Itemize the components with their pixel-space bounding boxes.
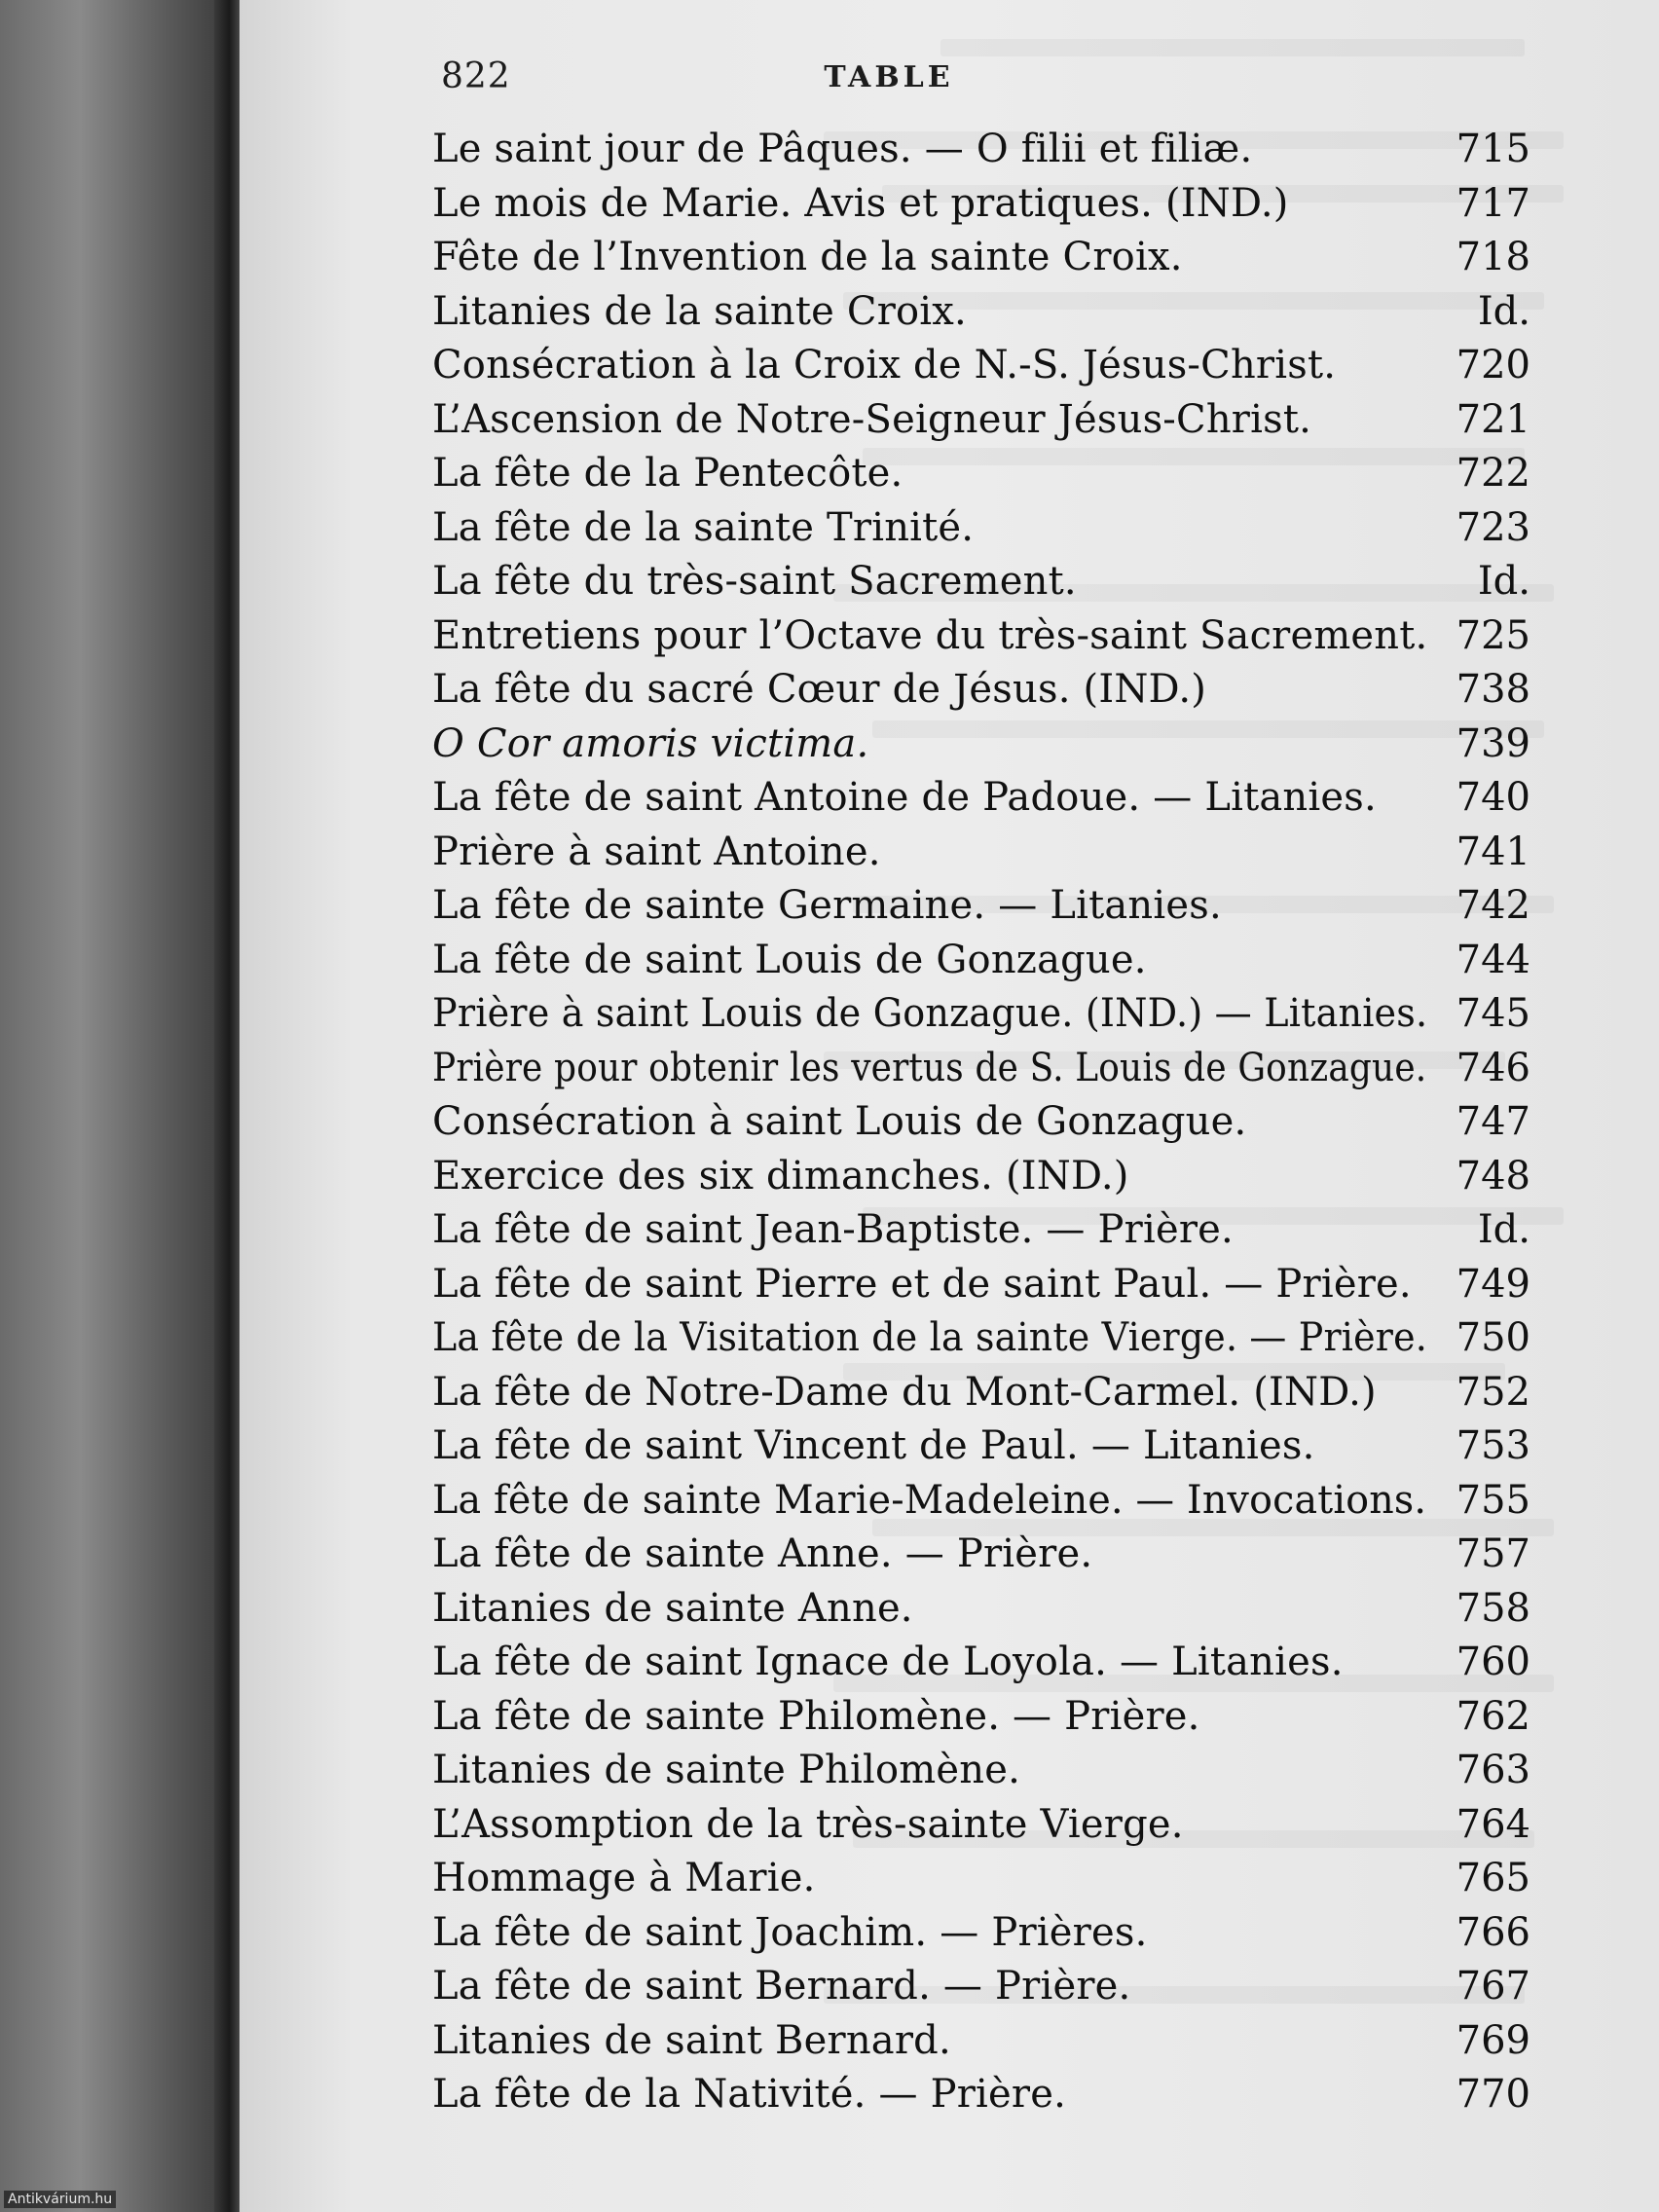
toc-entry bbox=[432, 231, 1530, 285]
toc-entry-title: La fête de la sainte Trinité. bbox=[432, 504, 975, 550]
toc-entry bbox=[432, 1203, 1530, 1258]
toc-entry-page: 762 bbox=[1456, 1693, 1530, 1739]
toc-entry-page: 725 bbox=[1456, 612, 1530, 658]
toc-entry-page: Id. bbox=[1477, 559, 1530, 604]
toc-entry-title: Prière à saint Antoine. bbox=[432, 829, 881, 874]
toc-entry bbox=[432, 339, 1530, 393]
running-head: TABLE bbox=[824, 60, 954, 94]
toc-entry bbox=[432, 1528, 1530, 1582]
watermark-credit: Antikvárium.hu bbox=[4, 2191, 116, 2208]
toc-entry-page: 717 bbox=[1456, 180, 1530, 226]
toc-entry bbox=[432, 501, 1530, 556]
toc-entry-page: 769 bbox=[1456, 2017, 1530, 2063]
toc-entry bbox=[432, 1636, 1530, 1690]
book-gutter bbox=[214, 0, 240, 2212]
toc-entry-page: 715 bbox=[1456, 127, 1530, 171]
toc-entry-page: 723 bbox=[1456, 504, 1530, 550]
toc-entry-title: Consécration à la Croix de N.-S. Jésus-Christ. bbox=[432, 343, 1337, 387]
toc-entry bbox=[432, 771, 1530, 826]
book-page bbox=[240, 0, 1659, 2212]
toc-entry-title: La fête de saint Joachim. — Prières. bbox=[432, 1909, 1148, 1955]
toc-entry bbox=[432, 285, 1530, 340]
toc-entry-title: Litanies de saint Bernard. bbox=[432, 2017, 951, 2063]
toc-entry bbox=[432, 2068, 1530, 2122]
toc-entry-page: 753 bbox=[1456, 1423, 1530, 1468]
toc-entry-page: 722 bbox=[1456, 451, 1530, 496]
toc-entry-page: 720 bbox=[1456, 343, 1530, 387]
toc-entry-page: 740 bbox=[1456, 775, 1530, 820]
toc-entry bbox=[432, 1906, 1530, 1961]
toc-entry-page: 741 bbox=[1456, 829, 1530, 874]
toc-entry-title: La fête de sainte Philomène. — Prière. bbox=[432, 1693, 1200, 1739]
book-spine-edge bbox=[0, 0, 229, 2212]
toc-entry-title: La fête de saint Louis de Gonzague. bbox=[432, 937, 1147, 982]
toc-entry-page: 745 bbox=[1456, 991, 1530, 1036]
toc-entry-title: La fête de saint Antoine de Padoue. — Litanies. bbox=[432, 775, 1377, 820]
toc-entry-page: 760 bbox=[1456, 1640, 1530, 1684]
toc-entry-title: La fête de Notre-Dame du Mont-Carmel. (IND.) bbox=[432, 1369, 1377, 1415]
page-number: 822 bbox=[441, 56, 511, 96]
toc-entry-title: La fête de la Nativité. — Prière. bbox=[432, 2072, 1067, 2117]
toc-entry bbox=[432, 1582, 1530, 1637]
toc-entry-page: 765 bbox=[1456, 1856, 1530, 1900]
toc-entry bbox=[432, 934, 1530, 988]
toc-entry-page: 770 bbox=[1456, 2072, 1530, 2117]
toc-entry-page: 755 bbox=[1456, 1477, 1530, 1523]
toc-entry-title: La fête de sainte Marie-Madeleine. — Invocations. bbox=[432, 1477, 1427, 1523]
toc-entry-page: 738 bbox=[1456, 667, 1530, 712]
toc-entry bbox=[432, 1474, 1530, 1529]
toc-entry bbox=[432, 1258, 1530, 1312]
toc-entry-title: Litanies de la sainte Croix. bbox=[432, 288, 967, 334]
toc-entry-page: 746 bbox=[1456, 1045, 1530, 1090]
toc-entry-title: La fête de saint Vincent de Paul. — Litanies. bbox=[432, 1423, 1315, 1468]
toc-entry-title: Prière à saint Louis de Gonzague. (IND.) — Litanies. bbox=[432, 991, 1428, 1036]
toc-entry-page: Id. bbox=[1477, 288, 1530, 334]
toc-entry-title: La fête de la Visitation de la sainte Vierge. — Prière. bbox=[432, 1315, 1427, 1360]
toc-entry-page: 747 bbox=[1456, 1099, 1530, 1144]
toc-entry-page: 744 bbox=[1456, 937, 1530, 982]
table-of-contents bbox=[432, 123, 1530, 2122]
page-header bbox=[441, 56, 1415, 105]
toc-entry bbox=[432, 555, 1530, 609]
toc-entry-title: L’Assomption de la très-sainte Vierge. bbox=[432, 1801, 1184, 1847]
toc-entry-page: 718 bbox=[1456, 235, 1530, 279]
toc-entry-title: Litanies de sainte Philomène. bbox=[432, 1748, 1021, 1792]
toc-entry bbox=[432, 1960, 1530, 2014]
toc-entry bbox=[432, 447, 1530, 501]
toc-entry-title: La fête de la Pentecôte. bbox=[432, 451, 903, 496]
toc-entry-title: La fête de sainte Germaine. — Litanies. bbox=[432, 883, 1222, 928]
toc-entry-page: 739 bbox=[1456, 720, 1530, 766]
toc-entry-title: La fête de saint Bernard. — Prière. bbox=[432, 1964, 1131, 2009]
toc-entry-page: 750 bbox=[1456, 1315, 1530, 1360]
toc-entry-page: 742 bbox=[1456, 883, 1530, 928]
toc-entry-title: Prière pour obtenir les vertus de S. Louis de Gonzague. bbox=[432, 1045, 1427, 1090]
toc-entry bbox=[432, 663, 1530, 718]
toc-entry-title: L’Ascension de Notre-Seigneur Jésus-Christ. bbox=[432, 396, 1312, 442]
toc-entry-page: 763 bbox=[1456, 1748, 1530, 1792]
toc-entry bbox=[432, 1744, 1530, 1798]
toc-entry-page: 749 bbox=[1456, 1261, 1530, 1307]
toc-entry bbox=[432, 987, 1530, 1042]
toc-entry-title: La fête du très-saint Sacrement. bbox=[432, 559, 1077, 604]
toc-entry bbox=[432, 718, 1530, 772]
toc-entry bbox=[432, 123, 1530, 177]
toc-entry-title: La fête de sainte Anne. — Prière. bbox=[432, 1531, 1093, 1576]
toc-entry-title: Exercice des six dimanches. (IND.) bbox=[432, 1153, 1129, 1198]
toc-entry-title: Le mois de Marie. Avis et pratiques. (IND.) bbox=[432, 180, 1289, 226]
toc-entry bbox=[432, 1366, 1530, 1420]
toc-entry bbox=[432, 879, 1530, 934]
toc-entry-title: Consécration à saint Louis de Gonzague. bbox=[432, 1099, 1247, 1144]
toc-entry-page: Id. bbox=[1477, 1207, 1530, 1252]
toc-entry bbox=[432, 1042, 1530, 1096]
toc-entry-page: 764 bbox=[1456, 1801, 1530, 1847]
toc-entry bbox=[432, 393, 1530, 448]
toc-entry-page: 758 bbox=[1456, 1585, 1530, 1631]
toc-entry bbox=[432, 2014, 1530, 2069]
toc-entry bbox=[432, 177, 1530, 232]
toc-entry-title: Le saint jour de Pâques. — O filii et filiæ. bbox=[432, 127, 1253, 171]
toc-entry-title: La fête de saint Ignace de Loyola. — Litanies. bbox=[432, 1640, 1344, 1684]
toc-entry-page: 752 bbox=[1456, 1369, 1530, 1415]
toc-entry-title: Litanies de sainte Anne. bbox=[432, 1585, 913, 1631]
toc-entry-page: 757 bbox=[1456, 1531, 1530, 1576]
toc-entry-title: La fête du sacré Cœur de Jésus. (IND.) bbox=[432, 667, 1207, 712]
toc-entry-page: 767 bbox=[1456, 1964, 1530, 2009]
toc-entry bbox=[432, 1852, 1530, 1906]
toc-entry bbox=[432, 826, 1530, 880]
toc-entry bbox=[432, 1419, 1530, 1474]
toc-entry bbox=[432, 1690, 1530, 1745]
toc-entry-page: 766 bbox=[1456, 1909, 1530, 1955]
toc-entry-page: 721 bbox=[1456, 396, 1530, 442]
toc-entry-title: Fête de l’Invention de la sainte Croix. bbox=[432, 235, 1183, 279]
toc-entry bbox=[432, 1798, 1530, 1853]
toc-entry bbox=[432, 1150, 1530, 1204]
toc-entry-title: La fête de saint Pierre et de saint Paul. — Prière. bbox=[432, 1261, 1412, 1307]
toc-entry-title: La fête de saint Jean-Baptiste. — Prière. bbox=[432, 1207, 1234, 1252]
toc-entry-title: Hommage à Marie. bbox=[432, 1856, 816, 1900]
toc-entry-title: Entretiens pour l’Octave du très-saint Sacrement. bbox=[432, 612, 1428, 658]
toc-entry-page: 748 bbox=[1456, 1153, 1530, 1198]
toc-entry bbox=[432, 1311, 1530, 1366]
toc-entry bbox=[432, 609, 1530, 664]
toc-entry bbox=[432, 1095, 1530, 1150]
toc-entry-title: O Cor amoris victima. bbox=[432, 720, 869, 766]
